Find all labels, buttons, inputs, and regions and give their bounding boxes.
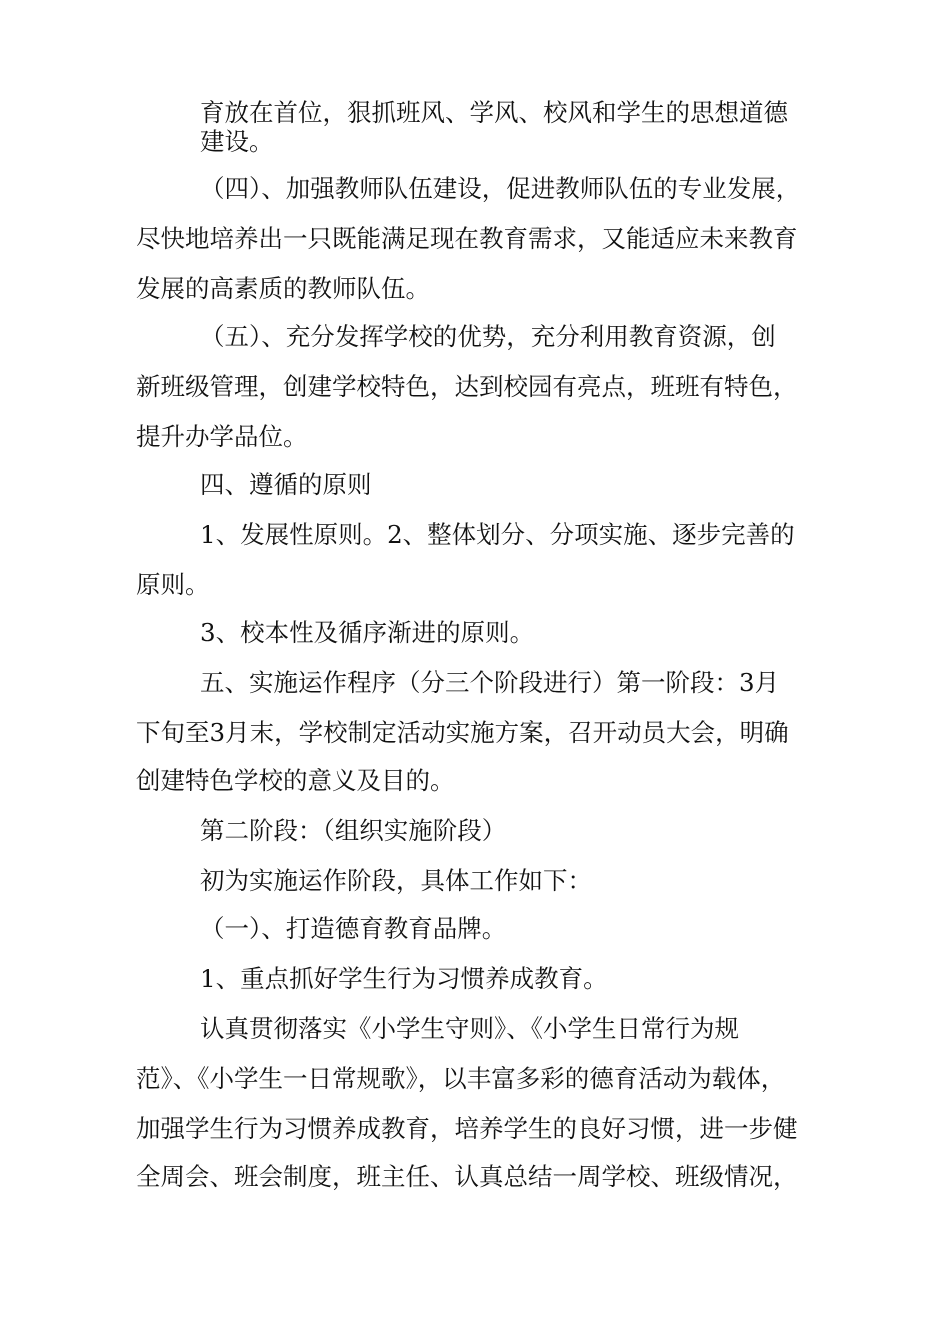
paragraph-text: （四）、加强教师队伍建设，促进教师队伍的专业发展， [200, 174, 801, 203]
text-line: 建设。 [200, 127, 274, 156]
text-line: 提升办学品位。 [136, 422, 308, 451]
text-line: 发展的高素质的教师队伍。 [136, 274, 430, 303]
subheading: （一）、打造德育教育品牌。 [200, 914, 507, 943]
text-line: 新班级管理，创建学校特色，达到校园有亮点，班班有特色， [136, 372, 798, 401]
text-line: 范》、《小学生一日常规歌》，以丰富多彩的德育活动为载体， [136, 1064, 786, 1093]
paragraph-text: （五）、充分发挥学校的优势，充分利用教育资源，创 [200, 322, 776, 351]
paragraph-text: 认真贯彻落实《小学生守则》、《小学生日常行为规 [200, 1014, 739, 1043]
text-line: 创建特色学校的意义及目的。 [136, 766, 455, 795]
section-heading: 五、实施运作程序（分三个阶段进行）第一阶段：3月 [200, 668, 780, 697]
text-line: 育放在首位，狠抓班风、学风、校风和学生的思想道德 [200, 98, 788, 127]
paragraph-text: 1、发展性原则。2、整体划分、分项实施、逐步完善的 [200, 520, 795, 549]
text-line: 全周会、班会制度，班主任、认真总结一周学校、班级情况， [136, 1162, 798, 1191]
text-line: 原则。 [136, 570, 210, 599]
paragraph-text: 3、校本性及循序渐进的原则。 [200, 618, 535, 647]
text-line: 下旬至3月末，学校制定活动实施方案，召开动员大会，明确 [136, 718, 789, 747]
section-heading: 四、遵循的原则 [200, 470, 372, 499]
paragraph-text: 1、重点抓好学生行为习惯养成教育。 [200, 964, 608, 993]
text-line: 加强学生行为习惯养成教育，培养学生的良好习惯，进一步健 [136, 1114, 798, 1143]
paragraph-text: 初为实施运作阶段，具体工作如下： [200, 866, 592, 895]
text-line: 尽快地培养出一只既能满足现在教育需求，又能适应未来教育 [136, 224, 798, 253]
subheading: 第二阶段：（组织实施阶段） [200, 816, 507, 845]
